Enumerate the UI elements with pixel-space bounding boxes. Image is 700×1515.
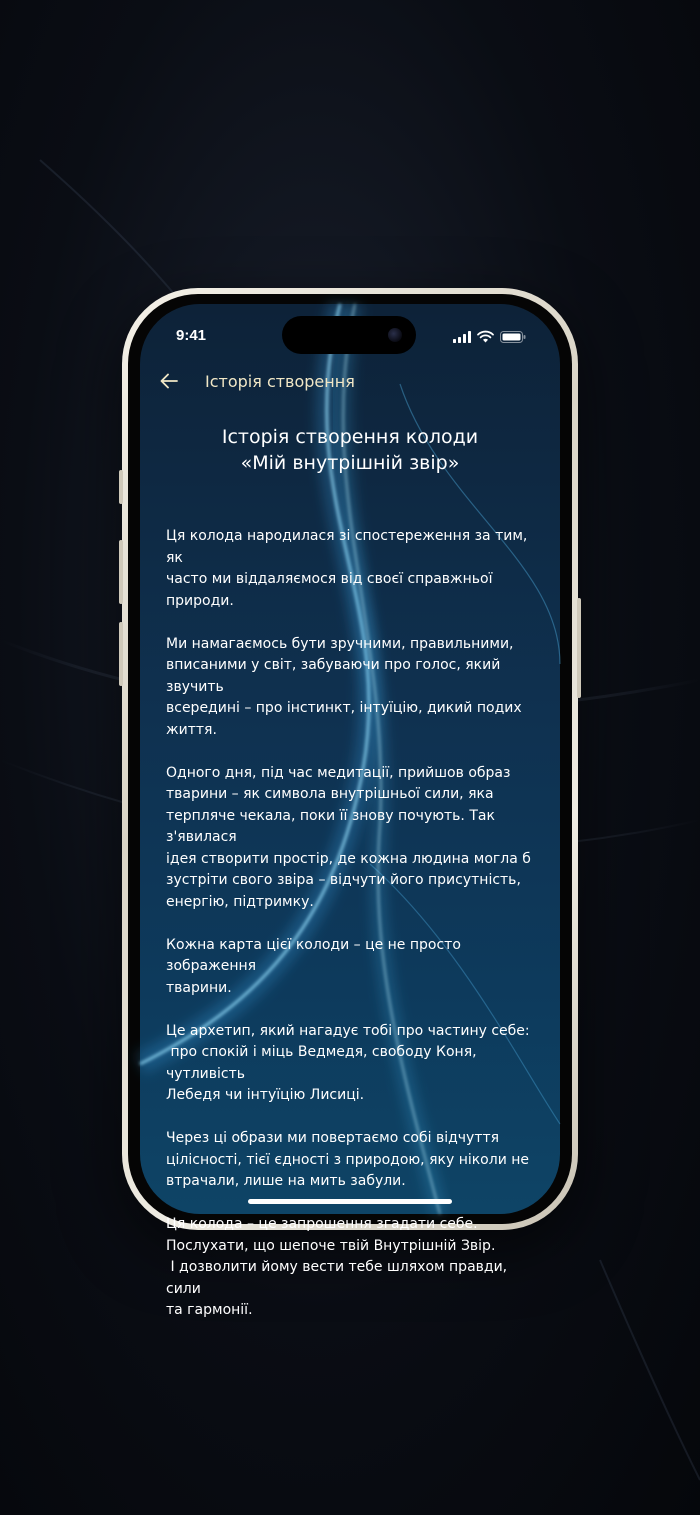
battery-icon (500, 328, 526, 347)
app-screen (140, 304, 560, 1318)
paragraph: Ця колода – це запрошення згадати себе. Послухати, що шепоче твій Внутрішній Звір. І дозволити йому вести тебе шляхом правди, сили та гармонії. (166, 1216, 508, 1318)
volume-up-button (119, 540, 123, 604)
wifi-icon (477, 328, 494, 347)
front-camera (388, 328, 402, 342)
phone-frame (122, 288, 578, 1318)
page-title-line-1: Історія створення колоди (221, 426, 479, 448)
dynamic-island (282, 316, 416, 354)
action-button (119, 470, 123, 504)
paragraph: Ми намагаємось бути зручними, правильними, вписаними у світ, забуваючи про голос, який звучить всередині – про інстинкт, інтуїцію, дикий подих життя. (166, 635, 522, 738)
volume-down-button (119, 622, 123, 686)
paragraph: Через ці образи ми повертаємо собі відчуття цілісності, тієї єдності з природою, яку ніколи не втрачали, лише на мить забули. (166, 1130, 530, 1189)
page-title (170, 424, 530, 476)
nav-title: Історія створення (205, 371, 355, 391)
paragraph: Ця колода народилася зі спостереження за тим, як часто ми віддаляємося від своєї справжньої природи. (166, 528, 528, 609)
paragraph: Одного дня, під час медитації, прийшов образ тварини – як символа внутрішньої сили, яка терпляче чекала, поки її знову почують. Так з'явилася ідея створити простір, де кожна людина могла б зустріти свого звіра – відчути його присутність, енергію, підтримку. (166, 764, 531, 910)
status-time: 9:41 (176, 327, 207, 344)
home-indicator[interactable] (248, 1199, 452, 1204)
content-area (140, 424, 560, 476)
navigation-bar (158, 366, 542, 396)
paragraph: Це архетип, який нагадує тобі про частину себе: про спокій і міць Ведмедя, свободу Коня, чутливість Лебедя чи інтуїцію Лисиці. (166, 1022, 530, 1103)
page-title-line-2: «Мій внутрішній звір» (240, 452, 460, 474)
power-button (577, 598, 581, 698)
arrow-left-icon[interactable] (158, 370, 180, 392)
paragraph: Кожна карта цієї колоди – це не просто зображення тварини. (166, 936, 461, 996)
status-icons (453, 328, 526, 347)
cellular-signal-icon (453, 328, 471, 347)
story-text (166, 526, 546, 1343)
